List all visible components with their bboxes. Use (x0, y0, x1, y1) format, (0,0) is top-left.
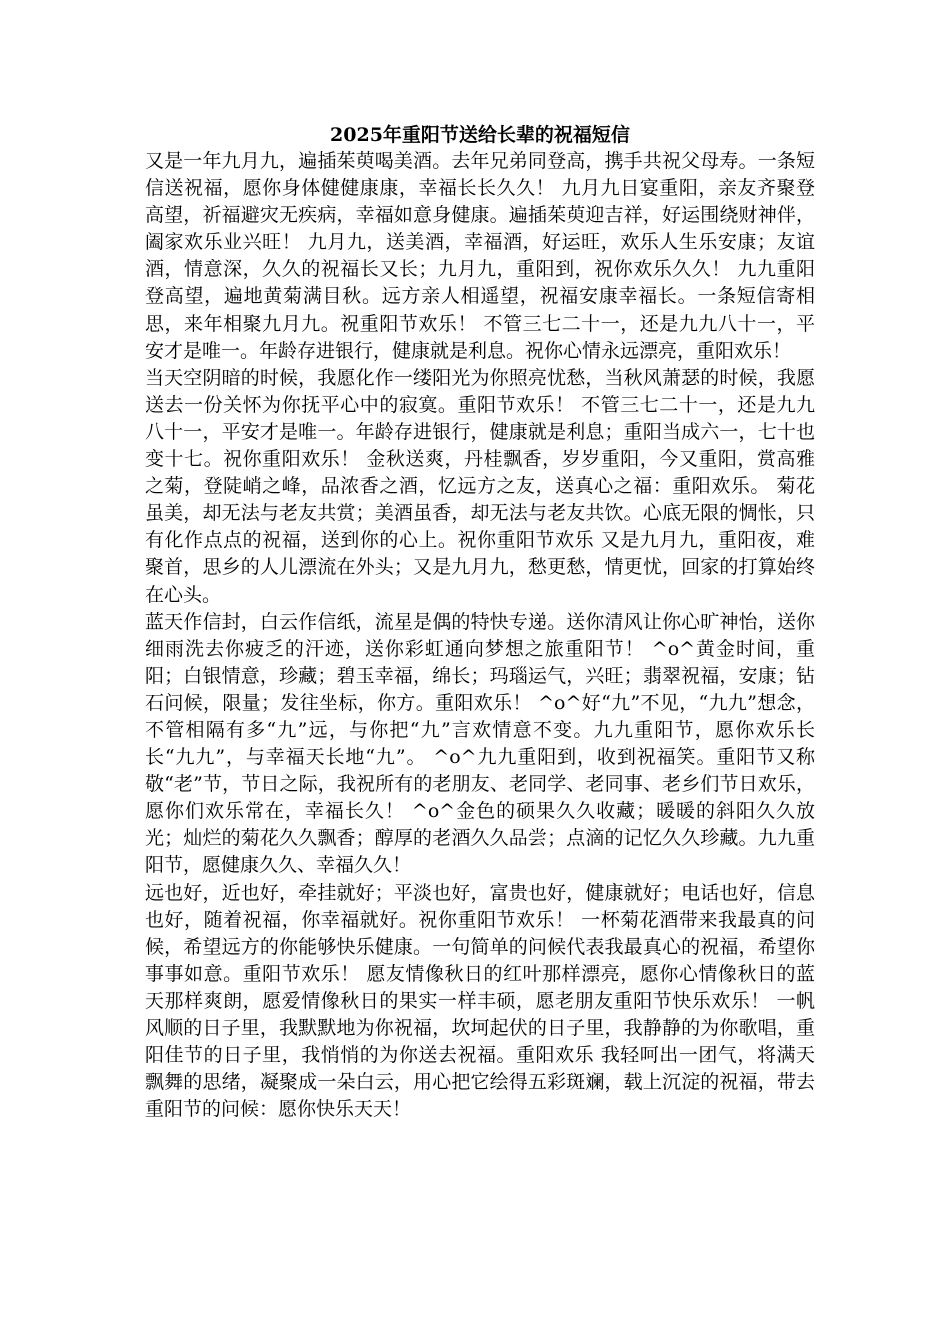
paragraph-4: 远也好，近也好，牵挂就好；平淡也好，富贵也好，健康就好；电话也好，信息也好，随着祝福，你幸福就好。祝你重阳节欢乐！ 一杯菊花酒带来我最真的问候，希望远方的你能够快乐健康。一句简单的问候代表我最真心的祝福，希望你事事如意。重阳节欢乐！ 愿友情像秋日的红叶那样漂亮，愿你心情像秋日的蓝天那样爽朗，愿爱情像秋日的果实一样丰硕，愿老朋友重阳节快乐欢乐！ 一帆风顺的日子里，我默默地为你祝福，坎坷起伏的日子里，我静静的为你歌唱，重阳佳节的日子里，我悄悄的为你送去祝福。重阳欢乐 我轻呵出一团气，将满天飘舞的思绪，凝聚成一朵白云，用心把它绘得五彩斑斓，载上沉淀的祝福，带去重阳节的问候：愿你快乐天天！ (145, 881, 815, 1121)
paragraph-1: 又是一年九月九，遍插茱萸喝美酒。去年兄弟同登高，携手共祝父母寿。一条短信送祝福，愿你身体健健康康，幸福长长久久！ 九月九日宴重阳，亲友齐聚登高望，祈福避灾无疾病，幸福如意身健康。遍插茱萸迎吉祥，好运围绕财神伴，阖家欢乐业兴旺！ 九月九，送美酒，幸福酒，好运旺，欢乐人生乐安康；友谊酒，情意深，久久的祝福长又长；九月九，重阳到，祝你欢乐久久！ 九九重阳登高望，遍地黄菊满目秋。远方亲人相遥望，祝福安康幸福长。一条短信寄相思，来年相聚九月九。祝重阳节欢乐！ 不管三七二十一，还是九九八十一，平安才是唯一。年龄存进银行，健康就是利息。祝你心情永远漂亮，重阳欢乐！ (145, 150, 815, 362)
document-title: 2025年重阳节送给长辈的祝福短信 (330, 124, 630, 146)
paragraph-3: 蓝天作信封，白云作信纸，流星是偶的特快专递。送你清风让你心旷神怡，送你细雨洗去你疲乏的汗迹，送你彩虹通向梦想之旅重阳节！ ^o^黄金时间，重阳；白银情意，珍藏；碧玉幸福，绵长；玛瑙运气，兴旺；翡翠祝福，安康；钻石问候，限量；发往坐标，你方。重阳欢乐！ ^o^好“九”不见，“九九”想念，不管相隔有多“九”远，与你把“九”言欢情意不变。九九重阳节，愿你欢乐长长“九九”，与幸福天长地“九”。 ^o^九九重阳到，收到祝福笑。重阳节又称敬“老”节，节日之际，我祝所有的老朋友、老同学、老同事、老乡们节日欢乐，愿你们欢乐常在，幸福长久！ ^o^金色的硕果久久收藏；暖暖的斜阳久久放光；灿烂的菊花久久飘香；醇厚的老酒久久品尝；点滴的记忆久久珍藏。九九重阳节，愿健康久久、幸福久久！ (145, 610, 815, 877)
paragraph-2: 当天空阴暗的时候，我愿化作一缕阳光为你照亮忧愁，当秋风萧瑟的时候，我愿送去一份关怀为你抚平心中的寂寞。重阳节欢乐！ 不管三七二十一，还是九九八十一，平安才是唯一。年龄存进银行，健康就是利息；重阳当成六一，七十也变十七。祝你重阳欢乐！ 金秋送爽，丹桂飘香，岁岁重阳，今又重阳，赏高雅之菊，登陡峭之峰，品浓香之酒，忆远方之友，送真心之福：重阳欢乐。 菊花虽美，却无法与老友共赏；美酒虽香，却无法与老友共饮。心底无限的惆怅，只有化作点点的祝福，送到你的心上。祝你重阳节欢乐 又是九月九，重阳夜，难聚首，思乡的人儿漂流在外头；又是九月九，愁更愁，情更忧，回家的打算始终在心头。 (145, 366, 815, 606)
document-page (145, 122, 815, 1123)
